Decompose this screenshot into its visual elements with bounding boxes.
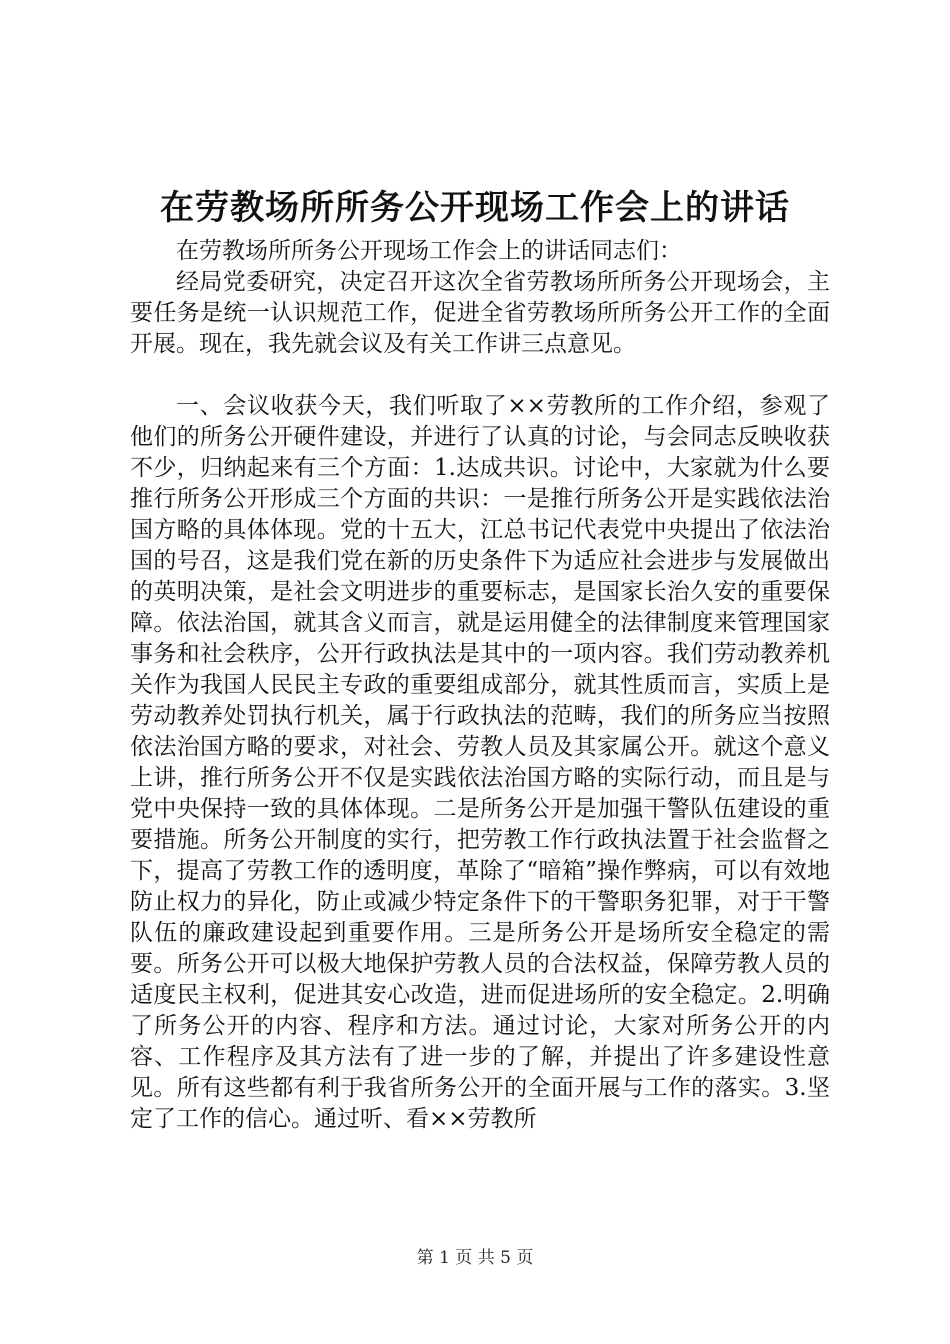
intro-block (130, 236, 830, 360)
main-block (130, 391, 830, 1135)
page-title: 在劳教场所所务公开现场工作会上的讲话 (160, 188, 790, 228)
greeting-paragraph: 在劳教场所所务公开现场工作会上的讲话同志们： (176, 238, 682, 264)
page-number-footer: 第 1 页 共 5 页 (416, 1248, 534, 1268)
intro-paragraph: 经局党委研究，决定召开这次全省劳教场所所务公开现场会，主要任务是统一认识规范工作，促进全省劳教场所所务公开工作的全面开展。现在，我先就会议及有关工作讲三点意见。 (130, 269, 830, 357)
section-one-paragraph: 一、会议收获今天，我们听取了××劳教所的工作介绍，参观了他们的所务公开硬件建设，并进行了认真的讨论，与会同志反映收获不少，归纳起来有三个方面：1.达成共识。讨论中，大家就为什么要推行所务公开形成三个方面的共识：一是推行所务公开是实践依法治国方略的具体体现。党的十五大，江总书记代表党中央提出了依法治国的号召，这是我们党在新的历史条件下为适应社会进步与发展做出的英明决策，是社会文明进步的重要标志，是国家长治久安的重要保障。依法治国，就其含义而言，就是运用健全的法律制度来管理国家事务和社会秩序，公开行政执法是其中的一项内容。我们劳动教养机关作为我国人民民主专政的重要组成部分，就其性质而言，实质上是劳动教养处罚执行机关，属于行政执法的范畴，我们的所务应当按照依法治国方略的要求，对社会、劳教人员及其家属公开。就这个意义上讲，推行所务公开不仅是实践依法治国方略的实际行动，而且是与党中央保持一致的具体体现。二是所务公开是加强干警队伍建设的重要措施。所务公开制度的实行，把劳教工作行政执法置于社会监督之下，提高了劳教工作的透明度，革除了“暗箱”操作弊病，可以有效地防止权力的异化，防止或减少特定条件下的干警职务犯罪，对于干警队伍的廉政建设起到重要作用。三是所务公开是场所安全稳定的需要。所务公开可以极大地保护劳教人员的合法权益，保障劳教人员的适度民主权利，促进其安心改造，进而促进场所的安全稳定。2.明确了所务公开的内容、程序和方法。通过讨论，大家对所务公开的内容、工作程序及其方法有了进一步的了解，并提出了许多建设性意见。所有这些都有利于我省所务公开的全面开展与工作的落实。3.坚定了工作的信心。通过听、看××劳教所 (130, 393, 830, 1132)
